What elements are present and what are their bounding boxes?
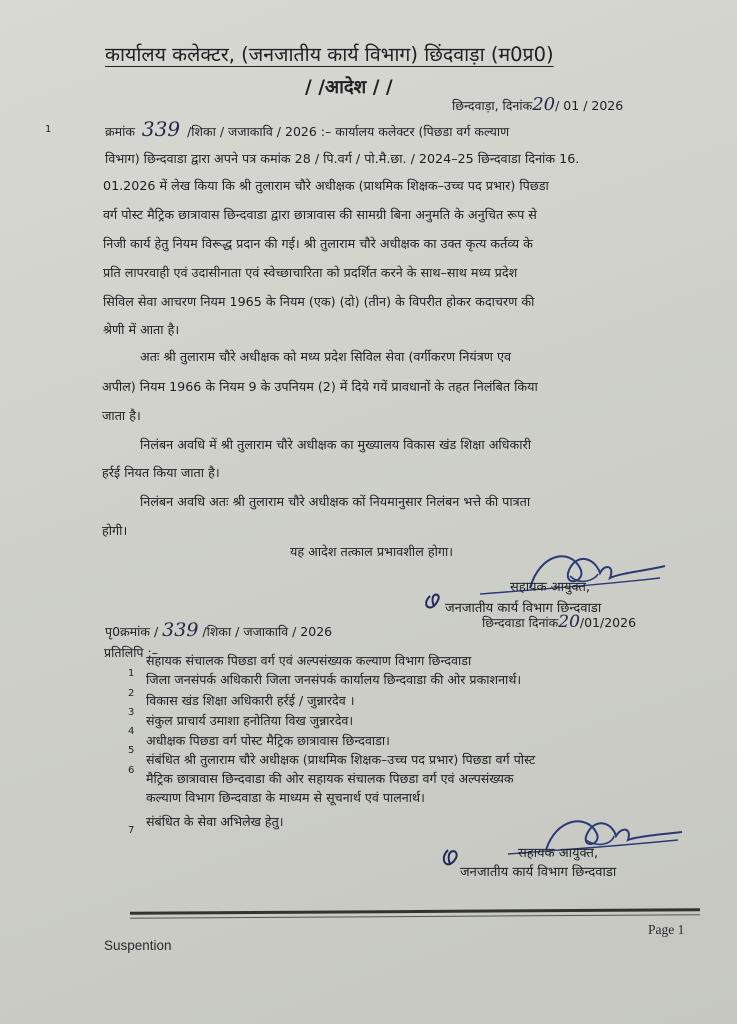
copy-item-1-number: 1 — [128, 668, 135, 679]
copy-item-6-line-3: कल्याण विभाग छिन्दवाडा के माध्यम से सूचनार्थ एवं पालनार्थ। — [146, 790, 425, 805]
signature2-designation: सहायक आयुक्त, — [518, 846, 599, 861]
footer-document-label: Suspention — [104, 938, 172, 953]
endorsement-date-prefix: छिन्दवाडा दिनांक — [482, 615, 559, 630]
copy-item-7: संबंधित के सेवा अभिलेख हेतु। — [146, 814, 284, 829]
signature1-designation: सहायक आयुक्त, — [510, 580, 591, 595]
order-line-1: विभाग) छिन्दवाडा द्वारा अपने पत्र कमांक 28 / पि.वर्ग / पो.मै.छा. / 2024–25 छिन्दवाडा दिनांक 16. — [105, 151, 580, 166]
order-line-9: अपील) नियम 1966 के नियम 9 के उपनियम (2) में दिये गयें प्रावधानों के तहत निलंबित किया — [102, 379, 538, 394]
order-line-14: होगी। — [102, 523, 128, 538]
copy-item-6-line-2: मैट्रिक छात्रावास छिन्दवाडा की ओर सहायक संचालक पिछडा वर्ग एवं अल्पसंख्यक — [146, 771, 514, 786]
order-line-4: निजी कार्य हेतु नियम विरूद्ध प्रदान की गई। श्री तुलाराम चौरे अधीक्षक का उक्त कृत्य कर्तव्य के — [103, 236, 533, 251]
copy-item-2-number: 2 — [128, 688, 135, 699]
footer-divider-thin — [130, 914, 700, 918]
order-line-3: वर्ग पोस्ट मैट्रिक छात्रावास छिन्दवाडा द्वारा छात्रावास की सामग्री बिना अनुमति के अनुचित रूप से — [103, 207, 537, 222]
order-line-5: प्रति लापरवाही एवं उदासीनाता एवं स्वेच्छाचारिता को प्रदर्शित करने के साथ–साथ मध्य प्रदेश — [103, 265, 518, 280]
order-line-6: सिविल सेवा आचरण नियम 1965 के नियम (एक) (दो) (तीन) के विपरीत होकर कदाचरण की — [103, 294, 535, 309]
order-reference-line — [105, 117, 509, 141]
order-line-2: 01.2026 में लेख किया कि श्री तुलाराम चौरे अधीक्षक (प्राथमिक शिक्षक–उच्च पद प्रभार) पिछडा — [103, 178, 549, 193]
order-line-15: यह आदेश तत्काल प्रभावशील होगा। — [290, 544, 454, 559]
handwritten-day: 20 — [532, 94, 556, 115]
order-heading: / /आदेश / / — [305, 77, 393, 98]
copy-item-7-number: 7 — [128, 825, 135, 836]
office-header-title: कार्यालय कलेक्टर, (जनजातीय कार्य विभाग) छिंदवाड़ा (म0प्र0) — [105, 43, 554, 66]
place-date-line — [452, 94, 623, 115]
ref-suffix: /शिका / जजाकावि / 2026 :– — [187, 124, 332, 139]
copy-item-4-number: 4 — [128, 726, 135, 737]
endorsement-ref-line — [105, 619, 332, 641]
copy-item-5-number: 5 — [128, 745, 135, 756]
copy-item-1: सहायक संचालक पिछडा वर्ग एवं अल्पसंख्यक कल्याण विभाग छिन्दवाडा — [146, 653, 472, 668]
copy-item-6-number: 6 — [128, 765, 135, 776]
copy-item-3-number: 3 — [128, 707, 135, 718]
signature1-department: जनजातीय कार्य विभाग छिन्दवाडा — [445, 601, 602, 616]
footer-divider — [130, 908, 700, 914]
ref-label: क्रमांक — [105, 124, 135, 139]
margin-number: 1 — [45, 124, 52, 135]
order-line-12: हर्रई नियत किया जाता है। — [102, 465, 220, 480]
date-rest: / 01 / 2026 — [555, 98, 624, 113]
order-line-0: कार्यालय कलेक्टर (पिछडा वर्ग कल्याण — [335, 124, 510, 139]
order-line-10: जाता है। — [102, 408, 141, 423]
endorsement-date-rest: /01/2026 — [579, 615, 637, 630]
handwritten-ref-number: 339 — [141, 117, 181, 141]
handwritten-endorsement-number: 339 — [162, 619, 199, 641]
handwritten-endorsement-day: 20 — [558, 612, 580, 632]
copy-item-4: संकुल प्राचार्य उमाशा हनोतिया विख जुन्नारदेव। — [146, 713, 354, 728]
signature2-department: जनजातीय कार्य विभाग छिन्दवाडा — [460, 865, 617, 880]
endorsement-ref-suffix: /शिका / जजाकावि / 2026 — [202, 624, 333, 639]
copy-item-5: अधीक्षक पिछडा वर्ग पोस्ट मैट्रिक छात्रावास छिन्दवाडा। — [146, 733, 390, 748]
order-line-13: निलंबन अवधि अतः श्री तुलाराम चौरे अधीक्षक कों नियमानुसार निलंबन भत्ते की पात्रता — [140, 494, 531, 509]
endorsement-ref-label: पृ0क्रमांक / — [105, 624, 159, 639]
order-line-8: अतः श्री तुलाराम चौरे अधीक्षक को मध्य प्रदेश सिविल सेवा (वर्गीकरण नियंत्रण एव — [140, 349, 512, 364]
order-line-11: निलंबन अवधि में श्री तुलाराम चौरे अधीक्षक का मुख्यालय विकास खंड शिक्षा अधिकारी — [140, 437, 531, 452]
order-line-7: श्रेणी में आता है। — [103, 322, 180, 337]
endorsement-date-line — [482, 612, 636, 632]
copy-item-2: जिला जनसंपर्क अधिकारी जिला जनसंपर्क कार्यालय छिन्दवाडा की ओर प्रकाशनार्थ। — [146, 672, 522, 687]
footer-page-number: Page 1 — [648, 922, 685, 937]
place-label: छिन्दवाड़ा, दिनांक — [452, 98, 533, 113]
copy-item-3: विकास खंड शिक्षा अधिकारी हर्रई / जुन्नारदेव । — [146, 693, 355, 708]
copy-item-6-line-1: संबंधित श्री तुलाराम चौरे अधीक्षक (प्राथमिक शिक्षक–उच्च पद प्रभार) पिछडा वर्ग पोस्ट — [146, 752, 536, 767]
copy-to-label: प्रतिलिपि :– — [104, 645, 158, 660]
